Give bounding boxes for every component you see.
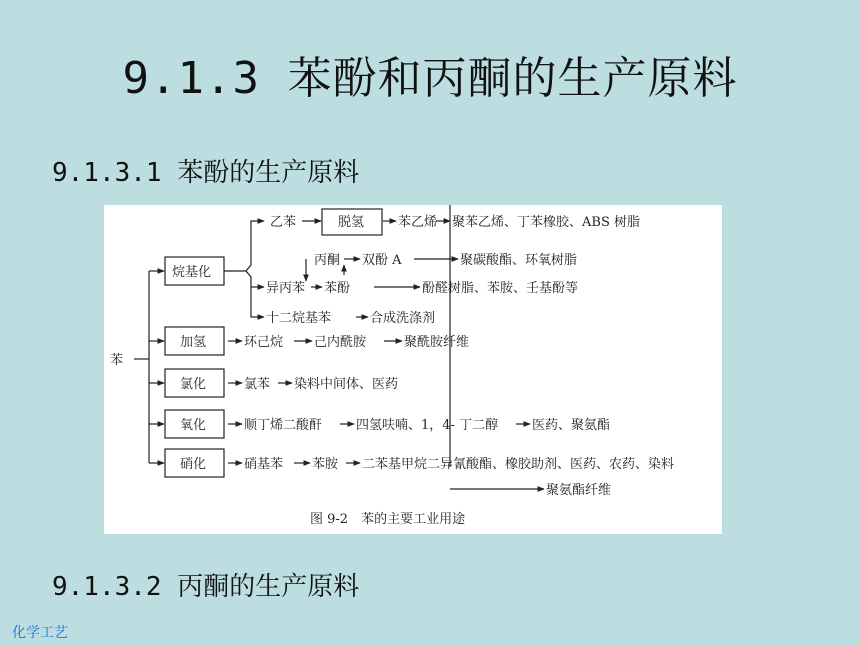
node-dodecylbenzene: 十二烷基苯 [266,311,332,326]
node-phenol-uses: 酚醛树脂、苯胺、壬基酚等 [422,281,579,296]
node-bisphenol-uses: 聚碳酸酯、环氧树脂 [460,253,578,268]
node-nylon-fiber: 聚酰胺纤维 [404,335,470,350]
node-cumene: 异丙苯 [266,281,306,296]
figure-caption: 图 9-2 苯的主要工业用途 [310,512,466,527]
label-dehydrogenation: 脱氢 [338,215,365,230]
node-mdi: 二苯基甲烷二异氰酸酯、橡胶助剂、医药、农药、染料 [362,457,675,472]
node-oxidation-uses: 医药、聚氨酯 [532,418,611,433]
section-heading-phenol: 9.1.3.1 苯酚的生产原料 [52,158,360,188]
node-styrene: 苯乙烯 [398,215,438,230]
node-maleic-anhydride: 顺丁烯二酸酐 [244,418,323,433]
slide-title: 9.1.3 苯酚和丙酮的生产原料 [122,53,738,104]
node-chlorobenzene: 氯苯 [244,377,271,392]
diagram-canvas [104,205,722,534]
label-oxidation: 氧化 [180,418,207,433]
node-detergent: 合成洗涤剂 [370,311,436,326]
node-chlorobenzene-uses: 染料中间体、医药 [294,377,399,392]
node-polyurethane-fiber: 聚氨酯纤维 [546,483,612,498]
label-nitration: 硝化 [180,457,207,472]
node-cyclohexane: 环己烷 [244,335,284,350]
node-phenol: 苯酚 [324,281,351,296]
node-thf: 四氢呋喃、1，4- 丁二醇 [356,418,499,433]
label-alkylation: 烷基化 [172,265,212,280]
node-aniline: 苯胺 [312,457,339,472]
section-heading-acetone: 9.1.3.2 丙酮的生产原料 [52,572,360,602]
root-benzene: 苯 [110,353,124,368]
label-hydrogenation: 加氢 [180,335,207,350]
label-chlorination: 氯化 [180,377,207,392]
node-bisphenol-a: 双酚 A [362,253,402,268]
benzene-uses-diagram [104,205,722,534]
node-caprolactam: 己内酰胺 [314,335,367,350]
node-acetone: 丙酮 [314,253,341,268]
alkylation-brace [246,221,255,317]
node-ethylbenzene: 乙苯 [270,215,297,230]
node-styrene-uses: 聚苯乙烯、丁苯橡胶、ABS 树脂 [452,215,640,230]
footer-label: 化学工艺 [12,625,68,641]
node-nitrobenzene: 硝基苯 [244,457,284,472]
